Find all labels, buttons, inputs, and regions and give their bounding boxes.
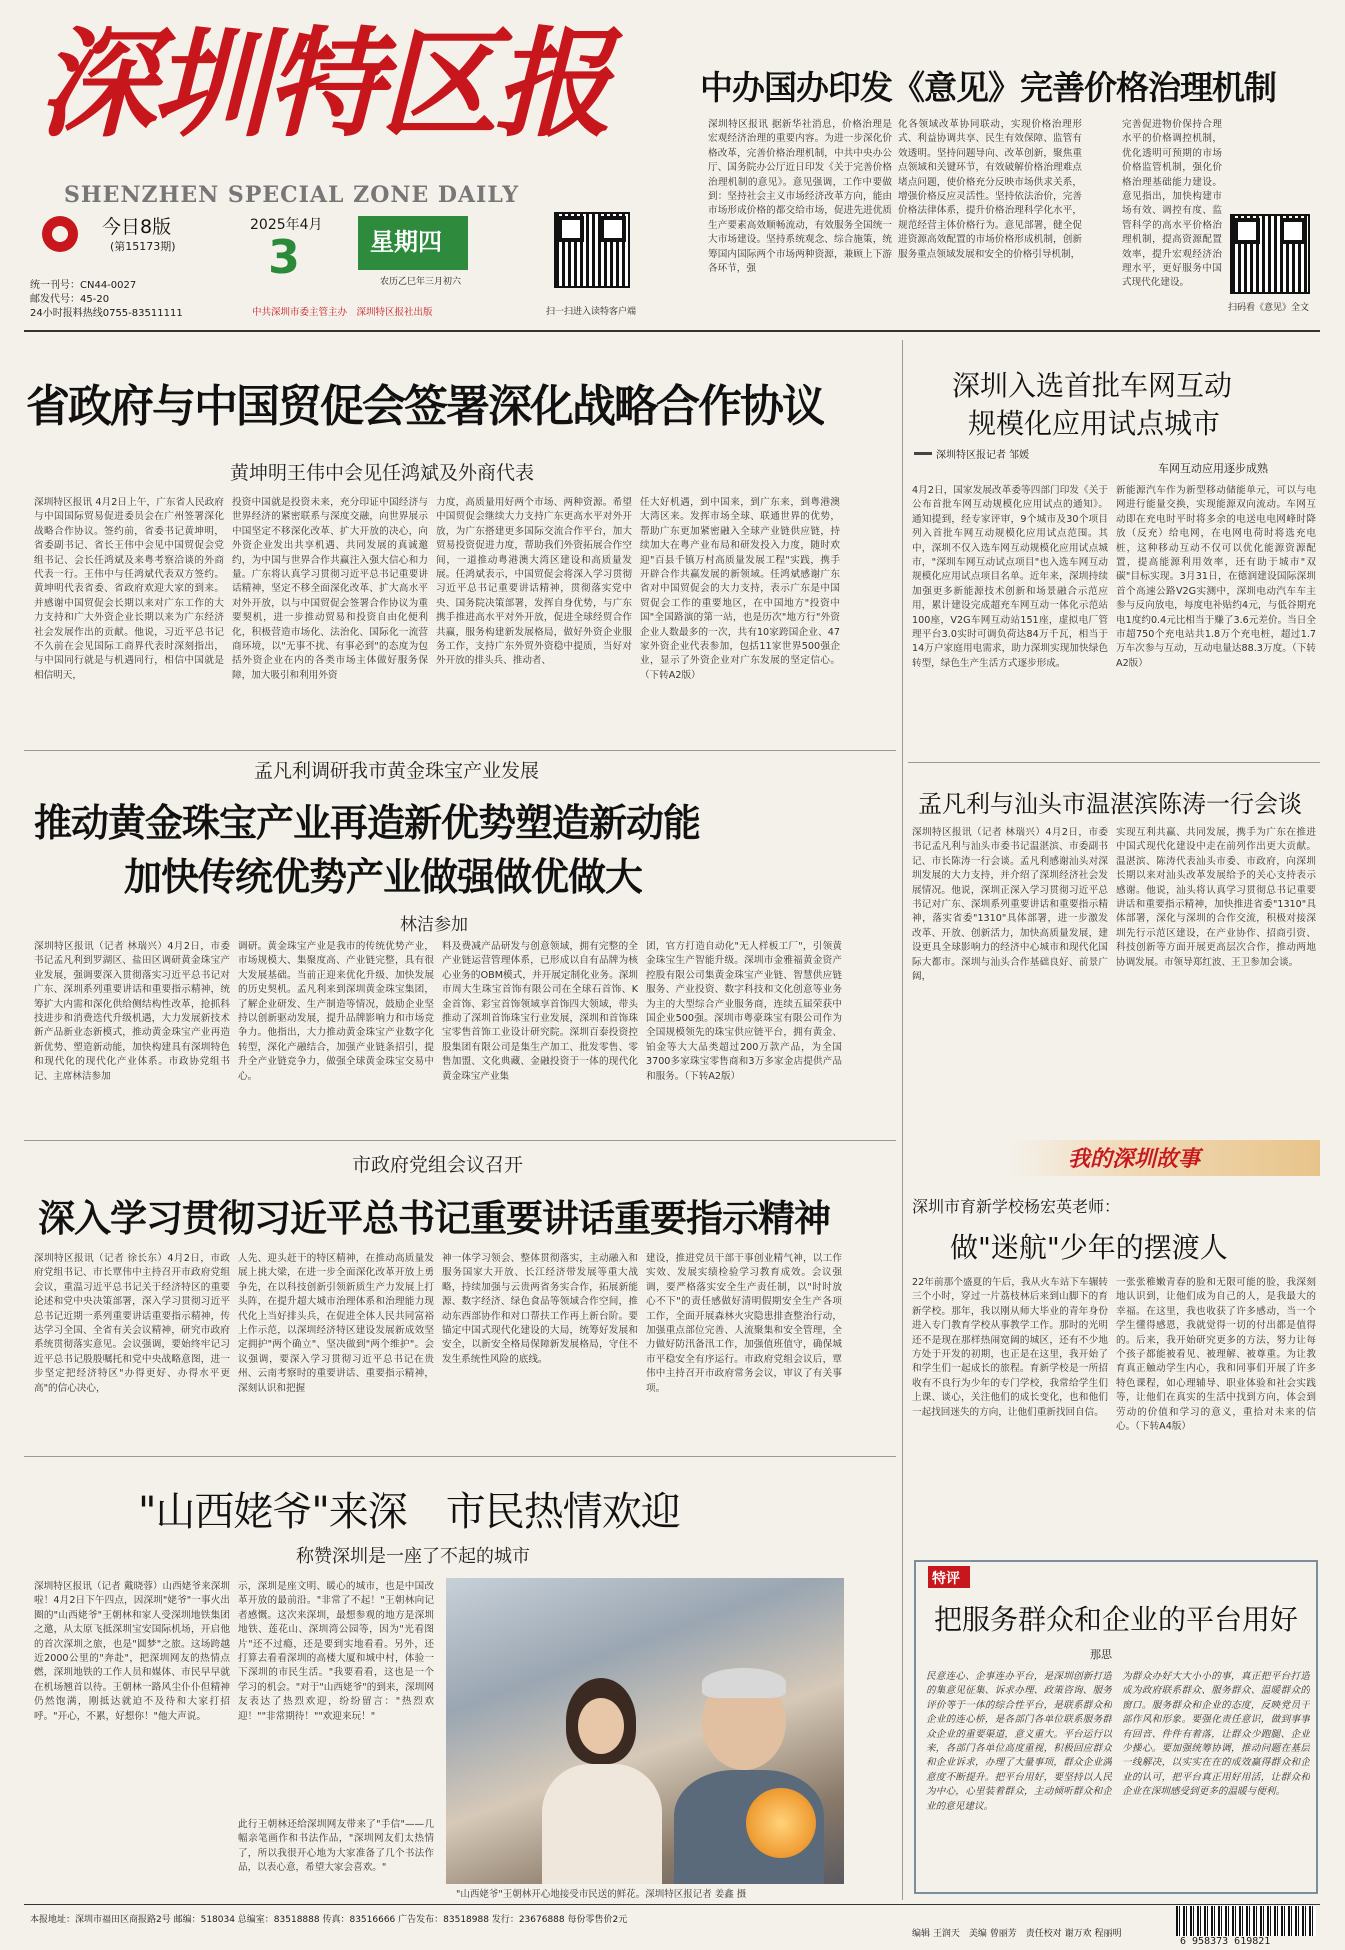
shantou-col2: 实现互利共赢、共同发展，携手为广东在推进中国式现代化建设中走在前列作出更大贡献。温湛滨、陈涛代表汕头市委、市政府，向深圳长期以来对汕头改革发展给予的关心支持表示感谢。他说，汕头将认真学习贯彻总书记重要讲话和重要指示精神，加快推进省委"1310"具体部署，深化与深圳的合作交流，积极对接深圳先行示范区建设，在产业协作、招商引资、科技创新等方面开展更高层次合作，推动两地协调发展。市领导郑红波、王卫参加会谈。 [1116, 827, 1316, 968]
hotline: 24小时报料热线0755-83511111 [30, 308, 183, 319]
gold-col4: 团，官方打造自动化"无人样板工厂"，引领黄金珠宝生产智能升级。深圳市金雅福黄金资产控股有限公司集黄金珠宝产业链、智慧供应链服务、产业投资、数字科技和文化创意等业务为主的大型综合产业服务商，连续五届荣获中国企业500强。深圳市粤豪珠宝有限公司作为全国规模领先的珠宝供应链平台，拥有黄金、铂金等大大品类超过200万款产品，为全国3700多家珠宝零售商和3万多家金店提供产品和服务。（下转A2版） [646, 941, 842, 1082]
vehicle-headline-line2: 规模化应用试点城市 [968, 407, 1221, 440]
grandpa-col2: 示，深圳是座文明、暖心的城市，也是中国改革开放的最前沿。"非常了不起！"王朝林向记者感慨。这次来深圳，最想参观的地方是深圳地铁、莲花山、深圳湾公园等，因为"光看图片"还不过瘾，还是要到实地看看。另外，还打算去看看深圳的高楼大厦和城中村，体验一下深圳的市民生活。"我要看看，这也是一个学习的机会。"对于"山西姥爷"的到来，深圳网友表达了热烈欢迎，纷纷留言："热烈欢迎！""非常期待！""欢迎来玩！" [238, 1581, 434, 1722]
vehicle-byline-rule [914, 452, 932, 455]
sponsor-line: 中共深圳市委主管主办 深圳特区报社出版 [252, 307, 433, 318]
today-pages: 今日8版 [102, 216, 172, 238]
footer-address: 本报地址：深圳市福田区商报路2号 邮编：518034 总编室：83518888 传真：83516666 广告发布：83518988 发行：23676888 每份零售价2元 [30, 1915, 628, 1925]
grandpa-col1: 深圳特区报讯（记者 戴晓蓉）山西姥爷来深圳啦！4月2日下午四点，因深圳"姥爷"一事火出圈的"山西姥爷"王朝林和家人受深圳地铁集团之邀，从太原飞抵深圳宝安国际机场，开启他的首次深圳之旅，也是"圆梦"之旅。这场跨越近2000公里的"奔赴"，把深圳网友的热情点燃，深圳地铁的工作人员和媒体、市民早早就在机场翘首以待。王朝林一路风尘仆仆但精神仍然饱满，刚抵达就迫不及待和大家打招呼。"开心，不累，好想你！"他大声说。 [34, 1581, 230, 1722]
top-story-col1: 深圳特区报讯 据新华社消息，价格治理是宏观经济治理的重要内容。为进一步深化价格改革，完善价格治理机制，中共中央办公厅、国务院办公厅近日印发《关于完善价格治理机制的意见》。意见强调，工作中要做到：坚持社会主义市场经济改革方向，能由市场形成价格的都交给市场，促进先进优质生产要素高效顺畅流动，有效服务全国统一大市场建设。坚持系统观念、综合施策，统筹国内国际两个市场两种资源，兼顾上下游各环节，强 [708, 119, 892, 275]
footer-rule [24, 1904, 1320, 1905]
column-divider-right [902, 340, 903, 1900]
commentary-badge-text: 特评 [932, 1571, 960, 1587]
top-story-col2: 化各领域改革协同联动，实现价格治理形式、利益协调共享、民生有效保障、监管有效透明。坚持问题导向、改革创新，聚焦重点领域和关键环节，有效破解价格治理难点堵点问题，使价格充分反映市场供求关系，增强价格反应灵活性。坚持依法治价，完善价格法律体系，提升价格治理科学化水平，规范经营主体价格行为。意见部署，健全促进资源高效配置的市场价格形成机制，创新服务重点领域发展和安全的价格引导机制， [898, 119, 1082, 260]
issue-info [30, 208, 670, 318]
divider-learning [24, 1140, 896, 1141]
gold-col3: 料及费减产品研发与创意领域，拥有完整的全产业链运营管理体系，已形成以自有品牌为核心业务的OBM模式，并开展定制化业务。深圳市周大生珠宝首饰有限公司在全球石首饰、K金首饰、彩宝首饰领域享首饰四大领域，带头推动了深圳首饰珠宝行业发展，深圳和首饰珠宝零售首饰工业设计研究院。深圳百泰投资控股集团有限公司是集生产加工、批发零售、零售加盟、文化典藏、金融投资于一体的现代化黄金珠宝产业集 [442, 941, 638, 1082]
gold-headline-line1: 推动黄金珠宝产业再造新优势塑造新动能 [34, 801, 701, 845]
shantou-headline: 孟凡利与汕头市温湛滨陈涛一行会谈 [918, 790, 1302, 818]
photo-flowers [746, 1788, 816, 1858]
learning-col1: 深圳特区报讯（记者 徐长东）4月2日，市政府党组书记、市长覃伟中主持召开市政府党组会议，重温习近平总书记关于经济特区的重要论述和党中央决策部署，深入学习贯彻习近平总书记近期一系列重要讲话重要指示精神，传达学习全国、全省有关会议精神，研究市政府系统贯彻落实意见。会议强调，要始终牢记习近平总书记殷殷嘱托和党中央战略意图，进一步坚定把经济特区"办得更好、办得水平更高"的信心决心， [34, 1253, 230, 1394]
divider-gold [24, 750, 896, 751]
opinion-qr-code[interactable] [1230, 214, 1310, 294]
commentary-headline: 把服务群众和企业的平台用好 [934, 1603, 1299, 1636]
vehicle-byline: 深圳特区报记者 邹媛 [936, 450, 1030, 461]
learning-headline: 深入学习贯彻习近平总书记重要讲话重要指示精神 [38, 1197, 830, 1240]
guangdong-col2: 投资中国就是投资未来，充分印证中国经济与世界经济的紧密联系与深度交融，向世界展示中国坚定不移深化改革、扩大开放的决心，向外资企业发出共享机遇、共同发展的真诚邀约，为中国与世界合作共赢注入强大信心和力量。广东将认真学习贯彻习近平总书记重要讲话精神，坚定不移全面深化改革、扩大高水平对外开放，以与中国贸促会签署合作协议为重要契机，进一步推动贸易和投资自由化便利化，积极营造市场化、法治化、国际化一流营商环境，以"无事不扰、有事必到"的态度为包括外资企业在内的各类市场主体做好服务保障，加大吸引和利用外资 [232, 497, 428, 681]
divider-shantou [908, 762, 1320, 763]
learning-col2: 人先、迎头赶干的特区精神，在推动高质量发展上挑大梁，在进一步全面深化改革开放上勇争先，在以科技创新引领新质生产力发展上打头阵，在提升超大城市治理体系和治理能力现代化上当好排头兵，在促进全体人民共同富裕上作示范，以深圳经济特区建设发展新成效坚定拥护"两个确立"、坚决做到"两个维护"。会议强调，要深入学习贯彻习近平总书记在贵州、云南考察时的重要讲话、重要指示精神，深刻认识和把握 [238, 1253, 434, 1394]
masthead-title: 深圳特区报 [38, 14, 609, 153]
commentary-col2: 为群众办好大大小小的事，真正把平台打造成为政府联系群众、服务群众、温暖群众的窗口。服务群众和企业的态度，反映党员干部作风和形象。要强化责任意识，做到事事有回音、件件有着落，让群众少跑腿、企业少操心。要加强统筹协调，推动问题在基层一线解决，以实实在在的成效赢得群众和企业的认可，把平台真正用好用活，让群众和企业在深圳感受到更多的温暖与便利。 [1122, 1671, 1310, 1798]
commentary-author: 那思 [1090, 1648, 1112, 1661]
guangdong-subhead: 黄坤明王伟中会见任鸿斌及外商代表 [230, 462, 535, 484]
app-qr-caption: 扫一扫进入读特客户端 [546, 307, 637, 317]
vehicle-col2: 新能源汽车作为新型移动储能单元，可以与电网进行能量交换，实现能源双向流动。车网互动即在充电时平时将多余的电送电电网峰时降放（反充）给电网，在电网电荷时将选充电桩，这种移动互动不仅可以优化能源资源配置，提高能源利用效率，还有助于城市"双碳"目标实现。3月31日，在德润建设国际深圳首个高速公路V2G实测中，深圳电动汽车车主参与反向放电，每度电补贴约4元，与低谷期充电1度约0.4元比相当于赚了3.6元差价。当日全市超750个充电站共1.8万个充电桩，超过1.7万车次参与互动，互动电量达88.3万度。（下转A2版） [1116, 485, 1316, 669]
guangdong-col3: 力度，高质量用好两个市场、两种资源。希望中国贸促会继续大力支持广东更高水平对外开放，为广东搭建更多国际交流合作平台，加大贸易投资促进力度，帮助我们外资拓展合作空间，一道推动粤港澳大湾区建设和高质量发展。任鸿斌表示，中国贸促会将深入学习贯彻习近平总书记重要讲话精神，贯彻落实党中央、国务院决策部署，发挥自身优势，与广东携手推进高水平对外开放，促进全球经贸合作共赢，服务构建新发展格局，做好外资企业服务工作，支持广东外贸外资稳中提质，当好对外开放的排头兵、推动者、 [436, 497, 632, 667]
photo-person-left-body [542, 1764, 662, 1884]
grandpa-headline: "山西姥爷"来深 市民热情欢迎 [138, 1489, 680, 1535]
date-day: 3 [268, 230, 301, 284]
divider-grandpa [24, 1456, 896, 1457]
masthead-divider [24, 330, 1320, 332]
guangdong-col4: 任大好机遇，到中国来，到广东来，到粤港澳大湾区来。发挥市场全球、联通世界的优势，帮助广东更加紧密融入全球产业链供应链，持续加大在粤产业布局和研发投入力度，随时欢迎"百县千镇万村高质量发展工程"实践，携手开辟合作共赢发展的新领域。任鸿斌感谢广东省对中国贸促会的大力支持，表示广东是中国贸促会工作的重要地区，在中国地方"投资中国"全国路演的第一站，也是历次"地方行"外资企业人数最多的一次，共有10家跨国企业、47家外资企业代表参加，包括11家世界500强企业，显示了外资企业对广东发展的坚定信心。（下转A2版） [640, 497, 840, 681]
column-col2: 一张张稚嫩青春的脸和无限可能的脸，我深刻地认识到，让他们成为自己的人，是我最大的幸福。在这里，我也收获了许多感动，当一个学生懂得感恩，我就觉得一切的付出都是值得的。后来，我开始研究更多的方法，努力让每个孩子都能被看见、被理解、被尊重。为让教育真正触动学生内心，我和同事们开展了许多特色课程，如心理辅导、职业体验和社会实践等，让他们在真实的生活中找到方向，体会到劳动的价值和学习的意义，重拾对未来的信心。（下转A4版） [1116, 1277, 1316, 1433]
grandpa-subhead: 称赞深圳是一座了不起的城市 [296, 1546, 530, 1567]
learning-kicker: 市政府党组会议召开 [352, 1154, 524, 1176]
top-story-headline: 中办国办印发《意见》完善价格治理机制 [700, 68, 1276, 107]
grandpa-photo [446, 1578, 844, 1884]
gold-col2: 调研。黄金珠宝产业是我市的传统优势产业，市场规模大、集聚度高、产业链完整，具有很大发展基础。当前正迎来优化升级、加快发展的历史契机。孟凡利来到深圳黄金珠宝集团，了解企业研发、生产制造等情况，鼓励企业坚持以创新驱动发展，提升品牌影响力和市场竞争力。他指出，大力推动黄金珠宝产业数字化转型，深化产融结合，加强产业链条招引，提升全产业链竞争力，做强全球黄金珠宝交易中心。 [238, 941, 434, 1082]
photo-person-right-hair [702, 1668, 786, 1698]
vehicle-headline-line1: 深圳入选首批车网互动 [952, 369, 1233, 402]
app-qr-code[interactable] [554, 212, 630, 288]
gold-subhead: 林洁参加 [400, 915, 468, 935]
vehicle-kicker: 车网互动应用逐步成熟 [1158, 462, 1268, 475]
column-brand: 我的深圳故事 [1068, 1146, 1201, 1172]
barcode-number: 6 958373 619821 [1180, 1936, 1271, 1947]
learning-col3: 神一体学习领会、整体贯彻落实，主动融入和服务国家大开放、长江经济带发展等重大战略，持续加强与云贵两省务实合作，拓展新能源、数字经济、绿色食品等领域合作空间，推动东西部协作和对口帮扶工作再上新台阶。要锚定中国式现代化建设的大局，统筹好发展和安全，以新安全格局保障新发展格局，守住不发生系统性风险的底线。 [442, 1253, 638, 1365]
barcode-icon [1176, 1906, 1316, 1936]
gold-col1: 深圳特区报讯（记者 林瑞兴）4月2日，市委书记孟凡利到罗湖区、盐田区调研黄金珠宝产业发展，强调要深入贯彻落实习近平总书记对广东、深圳系列重要讲话和重要指示精神，统筹扩大内需和深化供给侧结构性改革，抢抓科技进步和消费迭代升级机遇，大力发展新技术新产品新业态新模式，推动黄金珠宝产业再造新优势、塑造新动能，加快构建具有深圳特色和现代化的现代化产业体系。市政协党组书记、主席林洁参加 [34, 941, 230, 1082]
issue-number: (第15173期) [110, 240, 176, 253]
masthead-title-en: SHENZHEN SPECIAL ZONE DAILY [64, 182, 520, 208]
column-headline: 做"迷航"少年的摆渡人 [950, 1231, 1228, 1264]
weekday: 星期四 [370, 228, 442, 256]
top-story-col3: 完善促进物价保持合理水平的价格调控机制，优化透明可预期的市场价格监管机制，强化价格治理基础能力建设。意见指出，加快构建市场有效、调控有度、监管科学的高水平价格治理机制，提高资源配置效率，提升宏观经济治理水平，更好服务中国式现代化建设。 [1122, 119, 1222, 289]
commentary-col1: 民意连心、企事连办平台，是深圳创新打造的集意见征集、诉求办理、政策咨询、服务评价等于一体的综合性平台，是联系群众和企业的连心桥，是各部门各单位联系服务群众企业的重要渠道，意义重大。平台运行以来，各部门各单位高度重视，积极回应群众和企业诉求，办理了大量事项，群众企业满意度不断提升。把平台用好，要坚持以人民为中心，心里装着群众，主动倾听群众和企业的意见建议。 [926, 1671, 1112, 1812]
learning-col4: 建设，推进党员干部干事创业精气神，以工作实效、发展实绩检验学习教育成效。会议强调，要严格落实安全生产责任制，以"时时放心不下"的责任感做好清明假期安全生产各项工作，全面开展森林火灾隐患排查整治行动，加强重点部位完善、人流聚集和安全管理，全力做好防汛备汛工作，加强值班值守，确保城市平稳安全有序运行。市政府党组会议后，覃伟中主持召开市政府常务会议，审议了有关事项。 [646, 1253, 842, 1394]
gold-kicker: 孟凡利调研我市黄金珠宝产业发展 [254, 760, 540, 782]
opinion-qr-caption: 扫码看《意见》全文 [1228, 303, 1310, 313]
newspaper-logo-inner-icon [52, 226, 68, 242]
guangdong-col1: 深圳特区报讯 4月2日上午，广东省人民政府与中国国际贸易促进委员会在广州签署深化战略合作协议。签约前，省委书记黄坤明，省委副书记、省长王伟中会见中国贸促会党组书记、会长任鸿斌及来粤考察洽谈的外商代表一行。王伟中与任鸿斌代表双方签约。黄坤明代表省委、省政府欢迎大家的到来。并感谢中国贸促会长期以来对广东工作的大力支持和广大外资企业长期以来为广东经济社会发展作出的贡献。他说，习近平总书记不久前在会见国际工商界代表时深刻指出，与中国同行就是与机遇同行，相信中国就是相信明天， [34, 497, 224, 681]
grandpa-photo-caption: "山西姥爷"王朝林开心地接受市民送的鲜花。深圳特区报记者 姜鑫 摄 [456, 1889, 747, 1900]
vehicle-col1: 4月2日，国家发展改革委等四部门印发《关于公布首批车网互动规模化应用试点的通知》。通知提到，经专家评审，9个城市及30个项目列入首批车网互动规模化应用试点范围。其中，深圳不仅入选车网互动规模化应用试点城市，"深圳车网互动试点项目"也入选车网互动规模化应用试点项目名单。近年来，深圳持续加强更多新能源技术创新和场景融合示范应用，累计建设完成超充车网互动一体化示范站100座，V2G车网互动站151座，虚拟电厂管理平台3.0实时可调负荷达84万千瓦，相当于14万户家庭用电需求，助力深圳实现加快绿色转型，绿色生产生活方式逐步形成。 [912, 485, 1108, 669]
date-year-month: 2025年4月 [250, 217, 323, 233]
photo-person-left-face [578, 1698, 624, 1754]
guangdong-headline: 省政府与中国贸促会签署深化战略合作协议 [26, 381, 824, 432]
gold-headline-line2: 加快传统优势产业做强做优做大 [124, 855, 643, 899]
lunar-date: 农历乙巳年三月初六 [380, 277, 462, 287]
shantou-col1: 深圳特区报讯（记者 林瑞兴）4月2日，市委书记孟凡利与汕头市委书记温湛滨、市委副书记、市长陈涛一行会谈。孟凡利感谢汕头对深圳发展的大力支持，并介绍了深圳经济社会发展情况。他说，深圳正深入学习贯彻习近平总书记对广东、深圳系列重要讲话和重要指示精神，落实省委"1310"具体部署，进一步激发改革、开放、创新活力，加快高质量发展，建设更具全球影响力的经济中心城市和现代化国际大都市。深圳与汕头合作基础良好、前景广阔， [912, 827, 1108, 983]
column-kicker: 深圳市育新学校杨宏英老师： [912, 1197, 1121, 1216]
cn-number: 统一刊号：CN44-0027 [30, 280, 137, 291]
column-col1: 22年前那个盛夏的午后，我从火车站下车辗转三个小时，穿过一片荔枝林后来到山脚下的育新学校。那年，我以刚从师大毕业的青年身份进入专门教育学校从事教学工作。那时的光明还不是现在那样热闹宽阔的城区，还有不少地方处于开发的初期，也正是在这里，我开始了和学生们一起成长的旅程。育新学校是一所招收有不良行为少年的专门学校，我常给学生们上课、谈心，关注他们的成长变化，也和他们一起找回迷失的方向，让他们重新找回自信。 [912, 1277, 1108, 1418]
footer-editors: 编辑 王润天 美编 曾丽芳 责任校对 谢万欢 程丽明 [912, 1929, 1122, 1939]
post-code: 邮发代号：45-20 [30, 294, 110, 305]
grandpa-col3: 此行王朝林还给深圳网友带来了"手信"——几幅亲笔画作和书法作品，"深圳网友们太热情了，所以我很开心地为大家准备了几个书法作品，以表心意，希望大家会喜欢。" [238, 1819, 434, 1874]
